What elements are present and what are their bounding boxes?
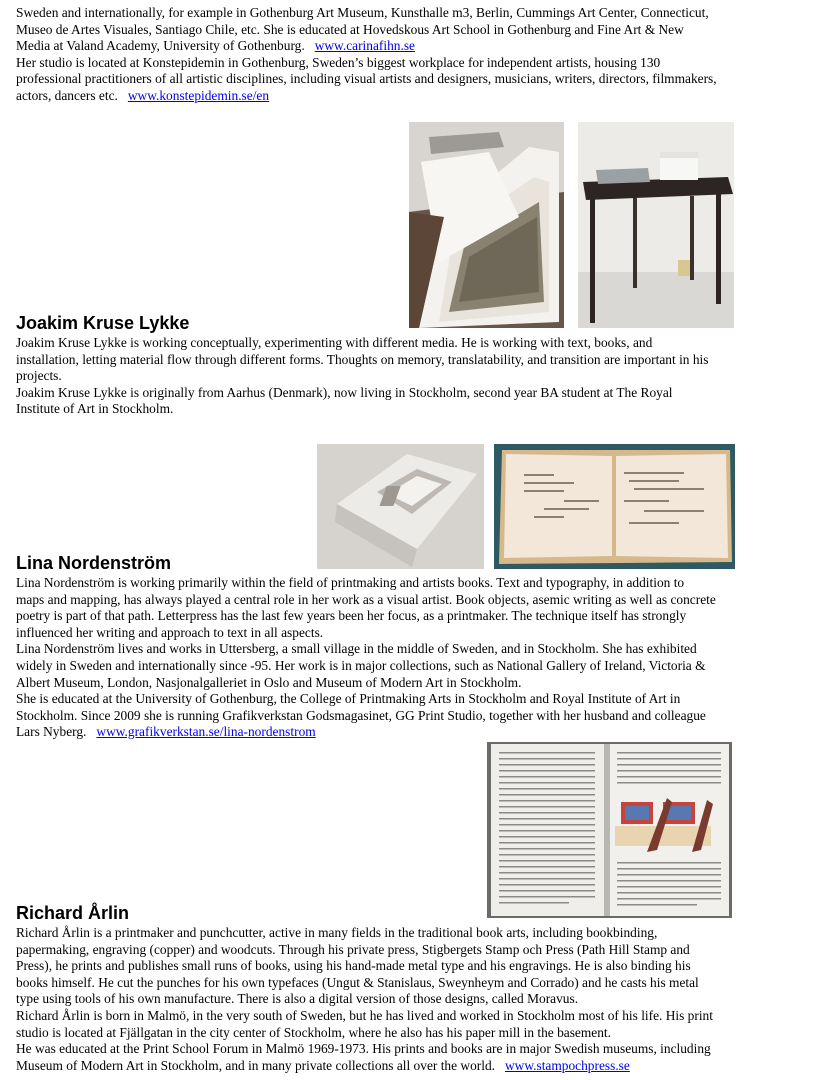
richard-paragraph xyxy=(16,925,786,1074)
text-line: Richard Årlin is born in Malmö, in the very south of Sweden, but he has lived and worked in Stockholm most of his life. His print xyxy=(16,1007,713,1023)
text-line: poetry is part of that path. Letterpress has the last few years been her focus, as a printmaker. The technique itself has strongly xyxy=(16,608,687,624)
text-line: Media at Valand Academy, University of Gothenburg. xyxy=(16,38,305,54)
joakim-paragraph xyxy=(16,335,786,418)
text-line: maps and mapping, has always played a central role in her work as a visual artist. Book objects, asemic writing as well as concrete xyxy=(16,591,716,607)
text-line: Sweden and internationally, for example in Gothenburg Art Museum, Kunsthalle m3, Berlin, Cummings Art Center, Connecticut, xyxy=(16,5,709,20)
stampochpress-link[interactable]: www.stampochpress.se xyxy=(505,1057,630,1073)
joakim-heading: Joakim Kruse Lykke xyxy=(16,313,190,333)
text-line: type using tools of his own manufacture. There is also a digital version of those designs, called Moravus. xyxy=(16,991,579,1007)
richard-open-book-photo xyxy=(487,742,732,918)
text-line: Press), he prints and publishes small runs of books, using his hand-made metal type and his engravings. He is also binding his xyxy=(16,958,691,974)
text-line: Institute of Art in Stockholm. xyxy=(16,401,174,417)
lina-paragraph xyxy=(16,575,786,741)
lina-open-book-photo xyxy=(494,444,735,569)
text-line: Joakim Kruse Lykke is originally from Aarhus (Denmark), now living in Stockholm, second year BA student at The Royal xyxy=(16,384,673,400)
joakim-table-installation-photo xyxy=(578,122,734,328)
text-line: papermaking, engraving (copper) and woodcuts. Through his private press, Stigbergets Stamp och Press (Path Hill Stamp and xyxy=(16,941,690,957)
richard-heading: Richard Årlin xyxy=(16,903,130,923)
text-line: Lina Nordenström lives and works in Uttersberg, a small village in the middle of Sweden, and in Stockholm. She has exhibited xyxy=(16,641,697,657)
text-line: Joakim Kruse Lykke is working conceptually, experimenting with different media. He is working with text, books, and xyxy=(16,335,653,350)
text-line: professional practitioners of all artistic disciplines, including visual artists and designers, musicians, writers, directors, filmmakers, xyxy=(16,71,717,87)
konstepidemin-link[interactable]: www.konstepidemin.se/en xyxy=(127,87,270,103)
text-line: widely in Sweden and internationally since -95. Her work is in major collections, such as National Gallery of Ireland, Victoria & xyxy=(16,657,706,673)
text-line: influenced her writing and approach to text in all aspects. xyxy=(16,624,324,640)
text-line: installation, letting material flow through different forms. Thoughts on memory, translatability, and transition are important in his xyxy=(16,351,709,367)
text-line: projects. xyxy=(16,368,62,384)
text-line: Richard Årlin is a printmaker and punchcutter, active in many fields in the traditional book arts, including bookbinding, xyxy=(16,925,658,940)
text-line: Museo de Artes Visuales, Santiago Chile, etc. She is educated at Hovedskous Art School in Gothenburg and Fine Art & New xyxy=(16,21,684,37)
text-line: studio is located at Fjällgatan in the city center of Stockholm, where he also has his paper mill in the basement. xyxy=(16,1024,611,1040)
text-line: Museum of Modern Art in Stockholm, and in many private collections all over the world. xyxy=(16,1057,495,1073)
text-line: books himself. He cut the punches for his own typefaces (Ungut & Stanislaus, Sweynheym and Corrado) and he casts his metal xyxy=(16,974,699,990)
carinafihn-link[interactable]: www.carinafihn.se xyxy=(314,38,415,54)
text-line: actors, dancers etc. xyxy=(16,87,118,103)
lina-book-object-photo xyxy=(317,444,484,569)
grafikverkstan-link[interactable]: www.grafikverkstan.se/lina-nordenstrom xyxy=(96,724,316,740)
text-line: Lars Nyberg. xyxy=(16,724,87,740)
text-line: She is educated at the University of Gothenburg, the College of Printmaking Arts in Stockholm and Royal Institute of Art in xyxy=(16,691,681,707)
text-line: Stockholm. Since 2009 she is running Grafikverkstan Godsmagasinet, GG Print Studio, together with her husband and colleague xyxy=(16,707,706,723)
text-line: Her studio is located at Konstepidemin in Gothenburg, Sweden’s biggest workplace for independent artists, housing 130 xyxy=(16,54,661,70)
text-line: He was educated at the Print School Forum in Malmö 1969-1973. His prints and books are in major Swedish museums, including xyxy=(16,1041,711,1057)
joakim-book-box-photo xyxy=(409,122,564,328)
text-line: Lina Nordenström is working primarily within the field of printmaking and artists books. Text and typography, in addition to xyxy=(16,575,685,590)
lina-heading: Lina Nordenström xyxy=(16,553,172,573)
text-line: Albert Museum, London, Nasjonalgalleriet in Oslo and Museum of Modern Art in Stockholm. xyxy=(16,674,522,690)
intro-paragraph xyxy=(16,5,786,105)
